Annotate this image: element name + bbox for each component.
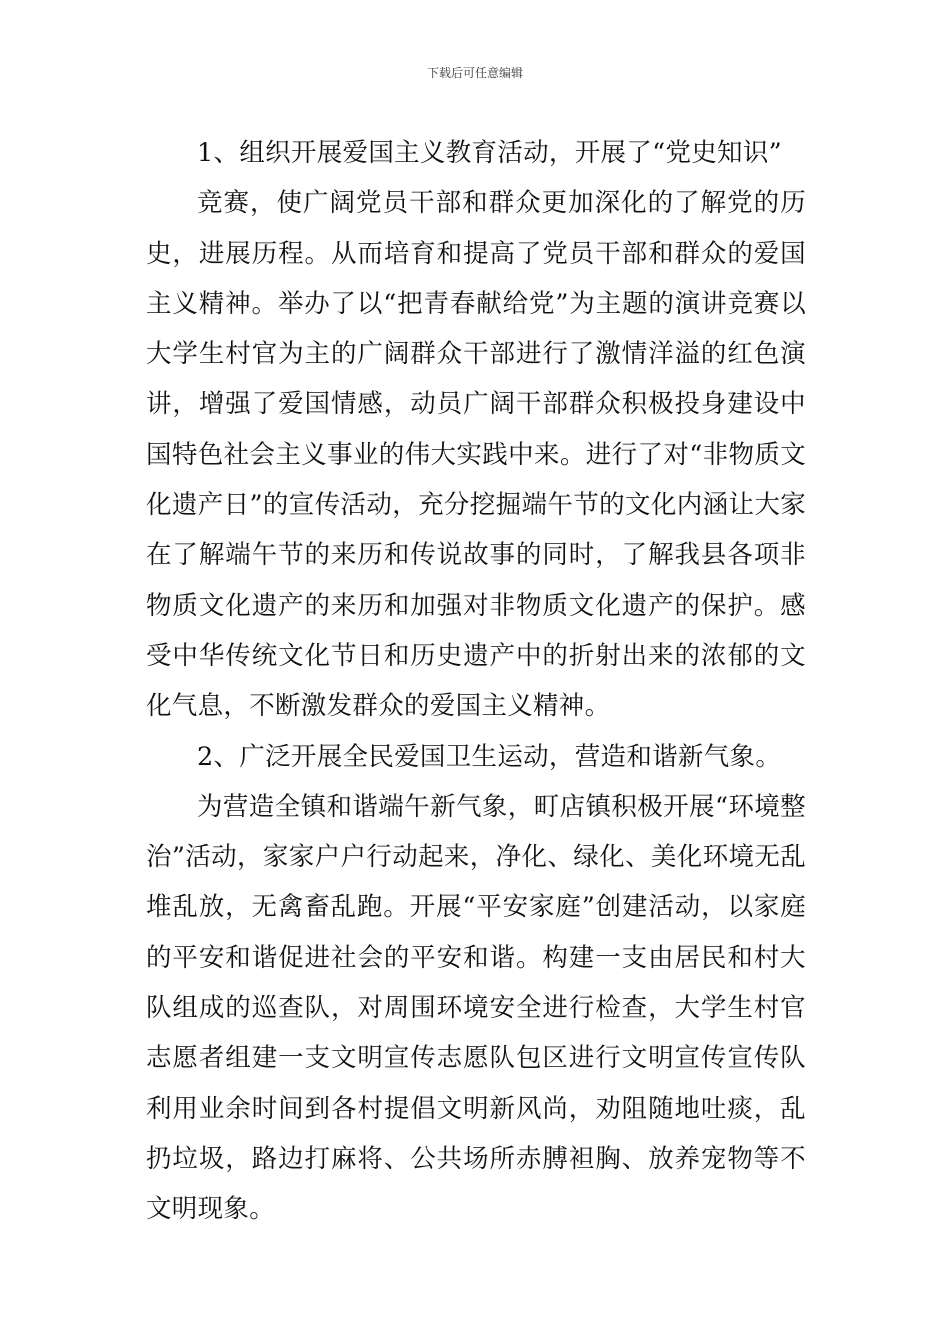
document-body	[146, 128, 806, 1235]
paragraph-4: 为营造全镇和谐端午新气象，町店镇积极开展“环境整治”活动，家家户户行动起来，净化、绿化、美化环境无乱堆乱放，无禽畜乱跑。开展“平安家庭”创建活动，以家庭的平安和谐促进社会的平安和谐。构建一支由居民和村大队组成的巡查队，对周围环境安全进行检查，大学生村官志愿者组建一支文明宣传志愿队包区进行文明宣传宣传队利用业余时间到各村提倡文明新风尚，劝阻随地吐痰，乱扔垃圾，路边打麻将、公共场所赤膊袒胸、放养宠物等不文明现象。	[146, 791, 806, 1225]
paragraph-1: 1、组织开展爱国主义教育活动，开展了“党史知识”	[197, 138, 782, 168]
paragraph-2: 竞赛，使广阔党员干部和群众更加深化的了解党的历史，进展历程。从而培育和提高了党员干部和群众的爱国主义精神。举办了以“把青春献给党”为主题的演讲竞赛以大学生村官为主的广阔群众干部进行了激情洋溢的红色演讲，增强了爱国情感，动员广阔干部群众积极投身建设中国特色社会主义事业的伟大实践中来。进行了对“非物质文化遗产日”的宣传活动，充分挖掘端午节的文化内涵让大家在了解端午节的来历和传说故事的同时，了解我县各项非物质文化遗产的来历和加强对非物质文化遗产的保护。感受中华传统文化节日和历史遗产中的折射出来的浓郁的文化气息，不断激发群众的爱国主义精神。	[146, 188, 806, 722]
paragraph-3: 2、广泛开展全民爱国卫生运动，营造和谐新气象。	[197, 741, 782, 772]
page-header: 下载后可任意编辑	[426, 66, 523, 80]
